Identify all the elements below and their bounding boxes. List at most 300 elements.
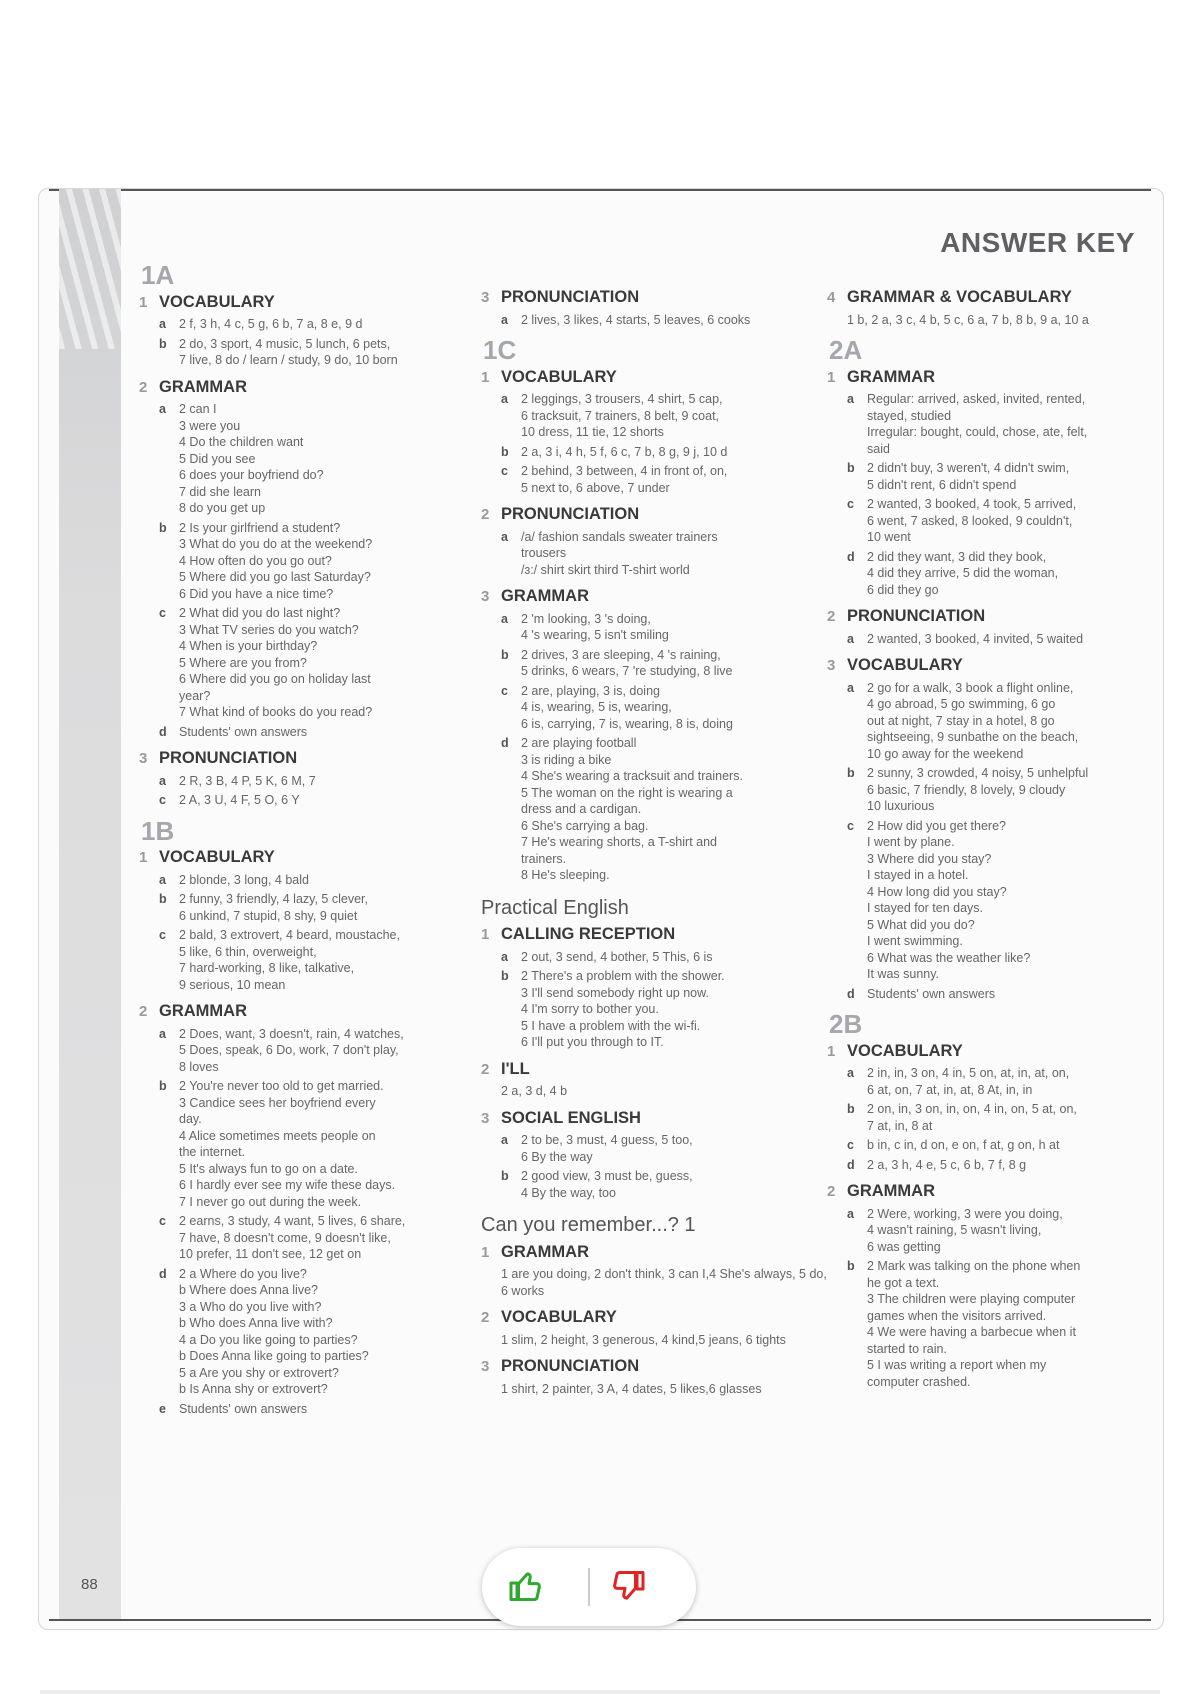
answer-item bbox=[827, 496, 1157, 546]
item-letter: a bbox=[159, 402, 166, 416]
answer-section bbox=[481, 1309, 831, 1348]
answer-item bbox=[139, 927, 484, 993]
answer-text bbox=[179, 872, 484, 889]
answer-text bbox=[179, 927, 484, 993]
section-number: 2 bbox=[827, 1183, 836, 1200]
answer-item bbox=[827, 460, 1157, 493]
answer-item bbox=[139, 891, 484, 924]
answer-line: 7 hard-working, 8 like, talkative, bbox=[179, 961, 355, 975]
answer-line: 2 There's a problem with the shower. bbox=[521, 969, 725, 983]
side-strip-rays bbox=[59, 189, 121, 349]
answer-line: 6 I'll put you through to IT. bbox=[521, 1035, 664, 1049]
answer-text bbox=[179, 316, 484, 333]
section-title: VOCABULARY bbox=[847, 656, 963, 674]
answer-item bbox=[481, 1132, 831, 1165]
answer-line: 4 She's always, 5 do, 6 works bbox=[501, 1267, 827, 1298]
answer-item bbox=[481, 949, 831, 966]
answer-section bbox=[139, 294, 484, 369]
answer-line: 2 a Where do you live? bbox=[179, 1266, 307, 1281]
answer-line: Regular: arrived, asked, invited, rented, bbox=[867, 392, 1086, 406]
answer-line: dress and a cardigan. bbox=[521, 802, 642, 816]
section-title: PRONUNCIATION bbox=[847, 607, 986, 625]
answer-line: 4 wasn't raining, 5 wasn't living, bbox=[867, 1223, 1042, 1237]
answer-line: 6 did they go bbox=[867, 582, 939, 597]
answer-line: 6 was getting bbox=[867, 1239, 941, 1254]
answer-item bbox=[139, 520, 484, 603]
item-letter: c bbox=[847, 818, 854, 833]
answer-item bbox=[827, 1206, 1157, 1256]
section-title: PRONUNCIATION bbox=[501, 505, 640, 523]
section-heading bbox=[827, 1183, 1157, 1201]
answer-section bbox=[827, 608, 1157, 647]
answer-line: 5 jeans, 6 tights bbox=[698, 1332, 786, 1347]
answer-line: 6 does your boyfriend do? bbox=[179, 468, 324, 482]
answer-item bbox=[827, 391, 1157, 457]
answer-line: 6 tracksuit, 7 trainers, 8 belt, 9 coat, bbox=[521, 408, 720, 423]
section-title: GRAMMAR & VOCABULARY bbox=[847, 288, 1072, 306]
section-title: VOCABULARY bbox=[159, 292, 275, 311]
answer-item bbox=[139, 1213, 484, 1263]
answer-section bbox=[481, 289, 831, 328]
answer-line: 4 We were having a barbecue when it bbox=[867, 1325, 1076, 1339]
answer-line: 4 I'm sorry to bother you. bbox=[521, 1002, 659, 1016]
answer-line: 2 earns, 3 study, 4 want, 5 lives, 6 share, bbox=[179, 1214, 406, 1228]
answer-text bbox=[179, 891, 484, 924]
answer-item bbox=[827, 680, 1157, 763]
section-heading bbox=[827, 608, 1157, 626]
top-rule bbox=[49, 189, 1151, 191]
answer-line: b Where does Anna live? bbox=[179, 1283, 318, 1297]
section-title: GRAMMAR bbox=[501, 587, 589, 605]
answer-line: /ɜ:/ shirt skirt third T-shirt world bbox=[521, 562, 690, 577]
answer-text bbox=[521, 683, 831, 733]
section-number: 1 bbox=[139, 293, 148, 311]
answer-line: 8 do you get up bbox=[179, 501, 266, 515]
answer-text bbox=[481, 1266, 831, 1299]
item-letter: a bbox=[159, 317, 166, 331]
answer-line: said bbox=[867, 441, 890, 456]
answer-text bbox=[867, 549, 1157, 599]
answer-line: 10 prefer, 11 don't see, 12 get on bbox=[179, 1247, 362, 1261]
answer-line: 2 to be, 3 must, 4 guess, 5 too, bbox=[521, 1133, 693, 1147]
item-letter: a bbox=[501, 312, 508, 327]
answer-text bbox=[521, 463, 831, 496]
thumbs-down-icon[interactable] bbox=[610, 1568, 646, 1604]
answer-line: 2 Is your girlfriend a student? bbox=[179, 520, 341, 535]
answer-line: 2 'm looking, 3 's doing, bbox=[521, 611, 651, 626]
answer-item bbox=[481, 444, 831, 461]
answer-line: 3 a Who do you live with? bbox=[179, 1299, 322, 1314]
section-number: 3 bbox=[481, 1358, 490, 1375]
item-letter: b bbox=[501, 647, 509, 662]
answer-line: 6 glasses bbox=[708, 1381, 762, 1396]
page-title: ANSWER KEY bbox=[940, 227, 1135, 258]
thumbs-up-icon[interactable] bbox=[508, 1568, 544, 1604]
answer-item bbox=[139, 336, 484, 369]
answer-line: the internet. bbox=[179, 1145, 246, 1159]
section-number: 2 bbox=[481, 1060, 490, 1078]
answer-section bbox=[481, 588, 831, 884]
answer-line: 4 's wearing, 5 isn't smiling bbox=[521, 628, 669, 642]
section-heading bbox=[481, 588, 831, 606]
answer-line: 1 shirt, 2 painter, 3 A, 4 dates, 5 likes, bbox=[501, 1381, 709, 1396]
section-heading bbox=[139, 750, 484, 768]
answer-line: 4 How often do you go out? bbox=[179, 553, 332, 568]
answer-line: 6 is, carrying, 7 is, wearing, 8 is, doing bbox=[521, 716, 733, 731]
unit-heading-1b: 1B bbox=[141, 815, 175, 846]
item-letter: a bbox=[501, 949, 508, 964]
section-title: GRAMMAR bbox=[159, 1002, 247, 1020]
answer-line: 7 have, 8 doesn't come, 9 doesn't like, bbox=[179, 1230, 391, 1245]
answer-section bbox=[481, 506, 831, 578]
answer-line: 7 I never go out during the week. bbox=[179, 1194, 362, 1209]
answer-line: stayed, studied bbox=[867, 408, 952, 423]
answer-line: 2 out, 3 send, 4 bother, 5 This, 6 is bbox=[521, 949, 713, 964]
answer-line: 5 What did you do? bbox=[867, 917, 975, 932]
item-letter: a bbox=[501, 611, 508, 626]
answer-line: 5 Where are you from? bbox=[179, 655, 307, 670]
answer-line: b in, c in, d on, e on, f at, g on, h at bbox=[867, 1138, 1060, 1152]
answer-line: 2 are, playing, 3 is, doing bbox=[521, 683, 660, 698]
answer-item bbox=[827, 631, 1157, 648]
answer-line: 2 funny, 3 friendly, 4 lazy, 5 clever, bbox=[179, 892, 368, 906]
answer-line: 6 went, 7 asked, 8 looked, 9 couldn't, bbox=[867, 513, 1073, 528]
answer-item bbox=[827, 765, 1157, 815]
answer-line: 3 Where did you stay? bbox=[867, 851, 992, 866]
answer-line: 4 go abroad, 5 go swimming, 6 go bbox=[867, 697, 1056, 711]
item-letter: d bbox=[159, 1266, 167, 1281]
answer-text bbox=[179, 1401, 484, 1418]
answer-key-page bbox=[38, 188, 1164, 1630]
answer-line: 8 He's sleeping. bbox=[521, 868, 610, 882]
answer-line: 3 were you bbox=[179, 418, 241, 433]
answer-line: It was sunny. bbox=[867, 967, 940, 981]
section-number: 1 bbox=[827, 1042, 836, 1060]
section-heading bbox=[827, 1043, 1157, 1061]
answer-line: 5 next to, 6 above, 7 under bbox=[521, 480, 670, 495]
answer-line: trainers. bbox=[521, 851, 567, 866]
item-letter: b bbox=[159, 336, 167, 351]
answer-item bbox=[481, 968, 831, 1051]
answer-text bbox=[179, 1026, 484, 1076]
answer-line: 6 By the way bbox=[521, 1149, 593, 1164]
item-letter: d bbox=[159, 724, 167, 739]
answer-line: b Who does Anna live with? bbox=[179, 1316, 333, 1330]
answer-line: 10 luxurious bbox=[867, 799, 935, 813]
answer-item bbox=[139, 1078, 484, 1210]
answer-line: 6 Did you have a nice time? bbox=[179, 586, 334, 601]
section-heading bbox=[481, 289, 831, 307]
answer-section bbox=[827, 657, 1157, 1002]
answer-line: 5 a Are you shy or extrovert? bbox=[179, 1365, 339, 1380]
answer-section bbox=[139, 1003, 484, 1417]
answer-text bbox=[521, 444, 831, 461]
item-letter: b bbox=[847, 461, 855, 475]
answer-item bbox=[481, 529, 831, 579]
answer-line: 2 did they want, 3 did they book, bbox=[867, 549, 1047, 564]
feedback-separator bbox=[588, 1568, 590, 1606]
answer-line: 1 b, 2 a, 3 c, 4 b, 5 c, 6 a, 7 b, 8 b, 9 a, 10 a bbox=[847, 312, 1089, 327]
can-you-remember-heading: Can you remember...? 1 bbox=[481, 1214, 696, 1236]
answer-line: 2 bald, 3 extrovert, 4 beard, moustache, bbox=[179, 928, 400, 942]
item-letter: a bbox=[159, 773, 166, 788]
answer-line: 4 How long did you stay? bbox=[867, 884, 1007, 899]
section-title: VOCABULARY bbox=[501, 1308, 617, 1326]
section-number: 2 bbox=[139, 378, 148, 396]
answer-line: 5 I have a problem with the wi-fi. bbox=[521, 1018, 701, 1033]
answer-line: Students' own answers bbox=[179, 1401, 308, 1416]
answer-section bbox=[827, 1183, 1157, 1390]
answer-item bbox=[827, 818, 1157, 983]
section-number: 1 bbox=[481, 368, 490, 386]
answer-line: 5 Where did you go last Saturday? bbox=[179, 570, 371, 584]
answer-item bbox=[827, 1157, 1157, 1174]
section-heading bbox=[827, 369, 1157, 387]
item-letter: b bbox=[501, 1169, 509, 1183]
answer-section bbox=[827, 289, 1157, 328]
answer-text bbox=[179, 1266, 484, 1398]
answer-line: 5 didn't rent, 6 didn't spend bbox=[867, 477, 1017, 492]
answer-line: 2 leggings, 3 trousers, 4 shirt, 5 cap, bbox=[521, 392, 723, 406]
answer-line: 6 Where did you go on holiday last bbox=[179, 672, 371, 686]
section-title: PRONUNCIATION bbox=[501, 1357, 640, 1375]
answer-section bbox=[827, 1043, 1157, 1174]
answer-text bbox=[521, 647, 831, 680]
answer-item bbox=[827, 986, 1157, 1003]
answer-section bbox=[481, 1358, 831, 1397]
answer-line: 5 Did you see bbox=[179, 451, 256, 466]
section-number: 3 bbox=[827, 657, 836, 674]
item-letter: e bbox=[159, 1401, 166, 1416]
answer-text bbox=[867, 986, 1157, 1003]
answer-section bbox=[481, 1061, 831, 1100]
item-letter: b bbox=[159, 1079, 167, 1093]
item-letter: a bbox=[159, 1026, 166, 1041]
answer-item bbox=[481, 683, 831, 733]
answer-item bbox=[827, 1065, 1157, 1098]
answer-item bbox=[827, 1137, 1157, 1154]
answer-item bbox=[481, 463, 831, 496]
item-letter: c bbox=[847, 1138, 854, 1152]
answer-item bbox=[827, 1101, 1157, 1134]
answer-text bbox=[867, 631, 1157, 648]
answer-line: games when the visitors arrived. bbox=[867, 1308, 1047, 1323]
unit-heading-2b: 2B bbox=[829, 1009, 863, 1039]
answer-text bbox=[521, 968, 831, 1051]
column-2 bbox=[481, 279, 831, 1397]
answer-line: 2 You're never too old to get married. bbox=[179, 1079, 384, 1093]
answer-section bbox=[827, 369, 1157, 599]
item-letter: c bbox=[501, 683, 508, 698]
answer-line: year? bbox=[179, 688, 211, 703]
feedback-bar bbox=[482, 1548, 696, 1626]
section-title: VOCABULARY bbox=[847, 1041, 963, 1060]
section-heading bbox=[827, 289, 1157, 307]
answer-text bbox=[867, 1157, 1157, 1174]
item-letter: b bbox=[847, 766, 855, 780]
unit-heading-1a: 1A bbox=[141, 260, 175, 290]
answer-line: 7 He's wearing shorts, a T-shirt and bbox=[521, 835, 717, 849]
answer-text bbox=[179, 724, 484, 741]
section-number: 2 bbox=[827, 608, 836, 625]
answer-item bbox=[827, 549, 1157, 599]
answer-item bbox=[139, 1266, 484, 1398]
answer-line: 2 a, 3 i, 4 h, 5 f, 6 c, 7 b, 8 g, 9 j, 10 d bbox=[521, 444, 728, 459]
answer-line: 7 at, in, 8 at bbox=[867, 1118, 933, 1133]
item-letter: b bbox=[159, 520, 167, 535]
answer-line: 2 a, 3 h, 4 e, 5 c, 6 b, 7 f, 8 g bbox=[867, 1157, 1027, 1172]
item-letter: d bbox=[501, 736, 509, 750]
answer-text bbox=[521, 1168, 831, 1201]
section-title: PRONUNCIATION bbox=[501, 288, 640, 306]
answer-item bbox=[481, 611, 831, 644]
answer-line: 6 I hardly ever see my wife these days. bbox=[179, 1178, 396, 1192]
answer-text bbox=[179, 336, 484, 369]
answer-line: 4 did they arrive, 5 did the woman, bbox=[867, 566, 1059, 580]
answer-text bbox=[179, 1078, 484, 1210]
section-heading bbox=[139, 379, 484, 397]
answer-item bbox=[481, 312, 831, 329]
answer-text bbox=[521, 949, 831, 966]
answer-item bbox=[481, 647, 831, 680]
answer-line: 10 dress, 11 tie, 12 shorts bbox=[521, 425, 664, 439]
section-heading bbox=[139, 1003, 484, 1021]
answer-text bbox=[481, 1381, 831, 1398]
answer-line: 4 By the way, too bbox=[521, 1185, 616, 1200]
item-letter: d bbox=[847, 986, 855, 1001]
answer-line: day. bbox=[179, 1112, 202, 1126]
answer-line: 2 go for a walk, 3 book a flight online, bbox=[867, 680, 1074, 695]
answer-item bbox=[481, 735, 831, 884]
item-letter: c bbox=[159, 1214, 166, 1228]
answer-line: 2 are playing football bbox=[521, 736, 637, 750]
answer-text bbox=[521, 529, 831, 579]
answer-line: 7 did she learn bbox=[179, 484, 262, 499]
answer-line: sightseeing, 9 sunbathe on the beach, bbox=[867, 730, 1079, 744]
answer-text bbox=[867, 680, 1157, 763]
section-heading bbox=[139, 849, 484, 867]
item-letter: a bbox=[847, 680, 854, 695]
answer-text bbox=[867, 818, 1157, 983]
answer-line: 2 R, 3 B, 4 P, 5 K, 6 M, 7 bbox=[179, 773, 316, 788]
item-letter: b bbox=[847, 1102, 855, 1116]
answer-line: 10 went bbox=[867, 530, 911, 544]
section-title: SOCIAL ENGLISH bbox=[501, 1108, 641, 1127]
item-letter: a bbox=[847, 1066, 854, 1080]
answer-text bbox=[179, 792, 484, 809]
answer-line: started to rain. bbox=[867, 1341, 947, 1356]
section-number: 1 bbox=[827, 368, 836, 386]
section-number: 2 bbox=[139, 1003, 148, 1020]
side-strip bbox=[59, 189, 121, 1619]
answer-line: 2 A, 3 U, 4 F, 5 O, 6 Y bbox=[179, 793, 300, 807]
section-heading bbox=[139, 294, 484, 312]
answer-item bbox=[139, 1026, 484, 1076]
answer-line: 9 serious, 10 mean bbox=[179, 977, 286, 992]
bottom-bar bbox=[40, 1690, 1160, 1694]
answer-line: 6 What was the weather like? bbox=[867, 950, 1031, 965]
answer-line: b Does Anna like going to parties? bbox=[179, 1349, 369, 1363]
section-number: 2 bbox=[481, 506, 490, 523]
answer-line: 2 sunny, 3 crowded, 4 noisy, 5 unhelpful bbox=[867, 766, 1089, 780]
section-heading bbox=[481, 369, 831, 387]
answer-text bbox=[867, 765, 1157, 815]
answer-line: 6 She's carrying a bag. bbox=[521, 818, 649, 833]
answer-line: 3 Candice sees her boyfriend every bbox=[179, 1095, 376, 1110]
answer-text bbox=[179, 401, 484, 517]
answer-line: 2 blonde, 3 long, 4 bald bbox=[179, 872, 309, 887]
item-letter: a bbox=[501, 392, 508, 406]
answer-line: trousers bbox=[521, 546, 567, 560]
answer-line: 5 It's always fun to go on a date. bbox=[179, 1161, 358, 1176]
answer-line: 2 can I bbox=[179, 402, 217, 416]
answer-text bbox=[867, 460, 1157, 493]
section-heading bbox=[481, 1110, 831, 1128]
answer-line: computer crashed. bbox=[867, 1374, 971, 1389]
answer-text bbox=[179, 605, 484, 721]
section-title: GRAMMAR bbox=[847, 367, 935, 386]
item-letter: b bbox=[501, 444, 509, 459]
item-letter: c bbox=[159, 928, 166, 942]
column-3 bbox=[827, 279, 1157, 1393]
item-letter: a bbox=[501, 1133, 508, 1147]
answer-line: b Is Anna shy or extrovert? bbox=[179, 1382, 328, 1396]
answer-line: 2 Were, working, 3 were you doing, bbox=[867, 1206, 1063, 1221]
unit-heading-1c: 1C bbox=[483, 335, 517, 365]
answer-line: 7 What kind of books do you read? bbox=[179, 705, 373, 719]
answer-line: 3 What TV series do you watch? bbox=[179, 622, 359, 637]
answer-line: 2 didn't buy, 3 weren't, 4 didn't swim, bbox=[867, 461, 1070, 475]
page-number: 88 bbox=[81, 1576, 98, 1593]
section-title: GRAMMAR bbox=[847, 1182, 935, 1200]
section-number: 3 bbox=[139, 750, 148, 767]
answer-line: 4 is, wearing, 5 is, wearing, bbox=[521, 700, 672, 714]
answer-line: I went by plane. bbox=[867, 835, 955, 849]
answer-text bbox=[867, 1101, 1157, 1134]
item-letter: d bbox=[847, 549, 855, 564]
answer-text bbox=[179, 1213, 484, 1263]
answer-line: 2 lives, 3 likes, 4 starts, 5 leaves, 6 cooks bbox=[521, 312, 751, 327]
answer-line: 6 basic, 7 friendly, 8 lovely, 9 cloudy bbox=[867, 782, 1066, 797]
answer-line: 2 good view, 3 must be, guess, bbox=[521, 1169, 693, 1183]
section-number: 3 bbox=[481, 588, 490, 605]
section-number: 3 bbox=[481, 289, 490, 306]
section-title: VOCABULARY bbox=[159, 848, 275, 866]
answer-item bbox=[139, 872, 484, 889]
section-number: 1 bbox=[139, 849, 148, 866]
answer-line: he got a text. bbox=[867, 1275, 940, 1290]
answer-line: I went swimming. bbox=[867, 934, 963, 948]
answer-text bbox=[521, 391, 831, 441]
answer-line: 2 What did you do last night? bbox=[179, 606, 341, 620]
item-letter: a bbox=[501, 529, 508, 544]
answer-section bbox=[481, 1110, 831, 1202]
answer-line: 2 do, 3 sport, 4 music, 5 lunch, 6 pets, bbox=[179, 336, 391, 351]
section-heading bbox=[481, 1244, 831, 1262]
answer-line: /a/ fashion sandals sweater trainers bbox=[521, 529, 718, 544]
section-title: GRAMMAR bbox=[159, 377, 247, 396]
answer-line: 4 Do the children want bbox=[179, 435, 304, 449]
answer-text bbox=[867, 1065, 1157, 1098]
answer-line: 3 I'll send somebody right up now. bbox=[521, 985, 709, 1000]
section-title: PRONUNCIATION bbox=[159, 749, 298, 767]
answer-section bbox=[139, 379, 484, 741]
answer-text bbox=[521, 312, 831, 329]
answer-line: 3 What do you do at the weekend? bbox=[179, 537, 373, 551]
answer-item bbox=[139, 1401, 484, 1418]
answer-line: 5 Does, speak, 6 Do, work, 7 don't play, bbox=[179, 1043, 399, 1057]
answer-line: Students' own answers bbox=[867, 986, 996, 1001]
